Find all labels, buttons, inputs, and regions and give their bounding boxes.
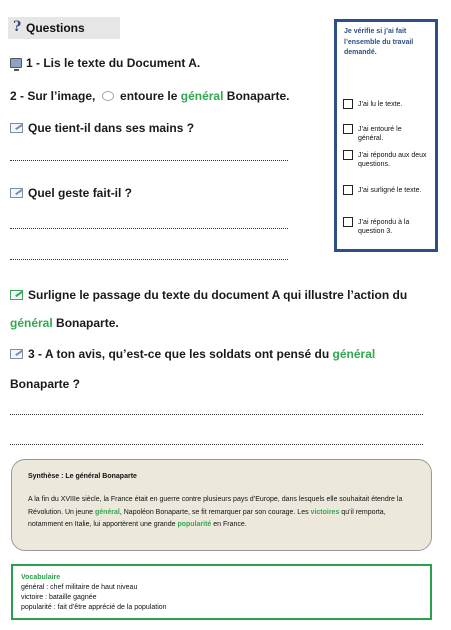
pencil-icon: [10, 123, 23, 133]
answer-line[interactable]: [10, 444, 423, 445]
checkbox[interactable]: [343, 99, 353, 109]
check-item-label: J’ai répondu à la question 3.: [358, 219, 410, 235]
pencil-icon: [10, 188, 23, 198]
highlight-keyword: général: [10, 316, 53, 330]
check-item-label: J’ai surligné le texte.: [358, 187, 422, 194]
question-2-part1: 2 - Sur l’image,: [10, 89, 96, 103]
question-2b-text: Quel geste fait-il ?: [28, 186, 133, 200]
self-check-box: [334, 19, 438, 252]
question-3-keyword: général: [332, 347, 376, 361]
question-icon: ?: [13, 19, 22, 35]
question-2: [10, 89, 289, 103]
answer-line[interactable]: [10, 414, 423, 415]
question-2-part3: Bonaparte.: [226, 89, 290, 103]
synthesis-box: [11, 459, 432, 551]
computer-icon: [10, 58, 22, 68]
vocabulary-title: Vocabulaire: [21, 574, 61, 581]
answer-line[interactable]: [10, 259, 288, 260]
question-2-keyword: général: [180, 89, 224, 103]
question-1: [10, 56, 200, 70]
synthesis-keyword: général: [94, 508, 120, 516]
synthesis-text-1: A la fin du XVIIIe siècle, la France était en guerre contre plusieurs pays d’Europe, dans lesquels elle souhaitait étendre la Révolution. Un jeune: [28, 496, 403, 516]
questions-title: Questions: [26, 21, 85, 35]
highlight-instruction-line2: [10, 316, 119, 330]
question-3: [10, 347, 375, 361]
vocabulary-line: victoire : bataille gagnée: [21, 594, 97, 601]
question-1-text: 1 - Lis le texte du Document A.: [26, 56, 201, 70]
vocabulary-box: [11, 564, 432, 620]
check-item-label: J’ai entouré le général.: [358, 126, 402, 142]
self-check-title: Je vérifie si j’ai fait l’ensemble du travail demandé.: [344, 28, 414, 56]
question-2b: [10, 186, 132, 200]
question-3-line2: Bonaparte ?: [10, 377, 81, 391]
synthesis-keyword: popularité: [177, 521, 212, 528]
question-2a: [10, 121, 194, 135]
checkbox[interactable]: [343, 124, 353, 134]
highlight-instruction-line1: Surligne le passage du texte du document A qui illustre l’action du: [28, 288, 408, 302]
highlighter-icon: [10, 290, 23, 300]
pencil-icon: [10, 349, 23, 359]
synthesis-text-2: , Napoléon Bonaparte, se fit remarquer par son courage. Les: [119, 508, 309, 516]
question-2-part2: entoure le: [120, 89, 178, 103]
question-2a-text: Que tient-il dans ses mains ?: [28, 121, 195, 135]
vocabulary-line: général : chef militaire de haut niveau: [21, 584, 138, 591]
synthesis-text: [28, 494, 420, 532]
synthesis-keyword: victoires: [310, 508, 340, 516]
answer-line[interactable]: [10, 160, 288, 161]
highlight-line2-rest: Bonaparte.: [56, 316, 119, 330]
synthesis-title: Synthèse : Le général Bonaparte: [28, 473, 137, 480]
checkbox[interactable]: [343, 150, 353, 160]
check-item-label: J’ai lu le texte.: [358, 101, 403, 108]
synthesis-text-3: qu’il remporta, notamment en Italie, lui apportèrent une grande: [28, 508, 386, 528]
synthesis-text-4: en France.: [213, 521, 247, 528]
highlight-instruction: [10, 288, 407, 302]
check-item-label: J’ai répondu aux deux questions.: [358, 152, 427, 168]
question-3-part1: 3 - A ton avis, qu’est-ce que les soldats ont pensé du: [28, 347, 330, 361]
circle-draw-icon: [102, 91, 114, 101]
answer-line[interactable]: [10, 228, 288, 229]
checkbox[interactable]: [343, 217, 353, 227]
checkbox[interactable]: [343, 185, 353, 195]
questions-header: [8, 17, 120, 39]
vocabulary-line: popularité : fait d’être apprécié de la population: [21, 604, 167, 611]
